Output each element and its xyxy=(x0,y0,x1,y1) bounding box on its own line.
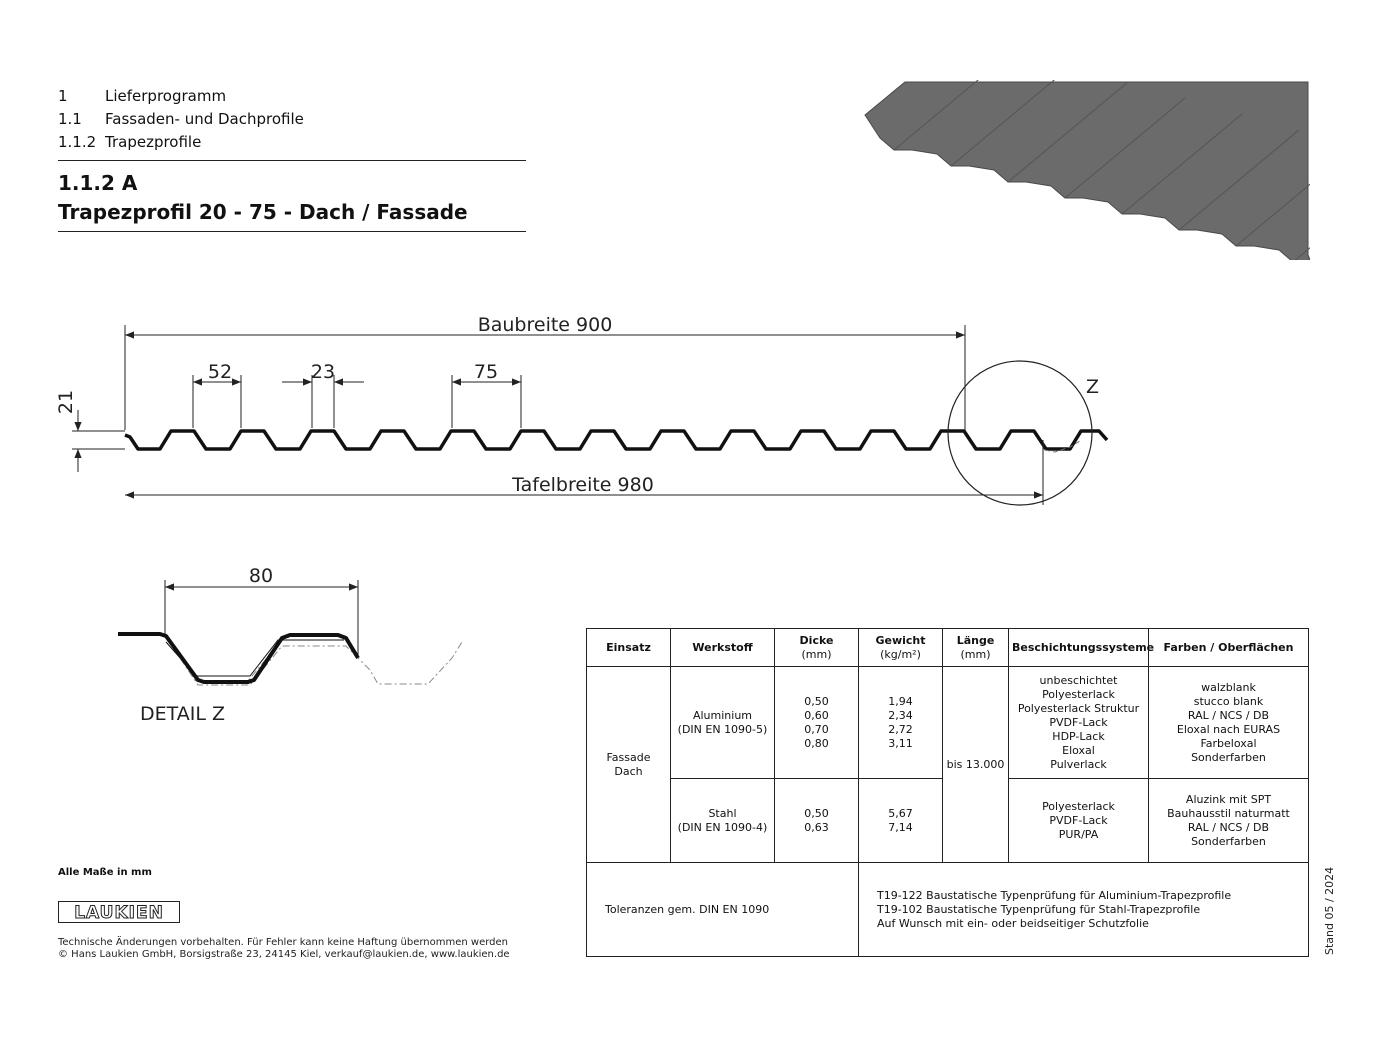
table-header: Länge (mm) xyxy=(943,629,1009,667)
beschichtung-cell: Polyesterlack PVDF-Lack PUR/PA xyxy=(1009,779,1149,863)
laenge-cell: bis 13.000 xyxy=(943,667,1009,863)
table-row xyxy=(587,863,1309,957)
detail-z-marker: Z xyxy=(1086,376,1100,398)
divider xyxy=(58,160,526,161)
nav-label: Trapezprofile xyxy=(105,133,202,151)
table-row xyxy=(587,667,1309,779)
dim-21-label: 21 xyxy=(55,389,77,415)
svg-text:LAUKIEN: LAUKIEN xyxy=(74,903,164,923)
profile-sheet-shape xyxy=(865,82,1310,260)
baubreite-label: Baubreite 900 xyxy=(477,314,613,336)
page-title: Trapezprofil 20 - 75 - Dach / Fassade xyxy=(58,200,468,224)
table-header: Werkstoff xyxy=(671,629,775,667)
profile-3d-illustration xyxy=(860,80,1310,260)
dim-75-label: 75 xyxy=(473,361,499,383)
laukien-logo xyxy=(58,901,180,923)
units-note: Alle Maße in mm xyxy=(58,867,152,878)
nav-label: Lieferprogramm xyxy=(105,87,227,105)
stand-date: Stand 05 / 2024 xyxy=(1323,866,1336,955)
nav-number: 1 xyxy=(58,87,68,105)
gewicht-cell: 5,67 7,14 xyxy=(859,779,943,863)
nav-number: 1.1.2 xyxy=(58,133,97,151)
disclaimer: Technische Änderungen vorbehalten. Für Fehler kann keine Haftung übernommen werden xyxy=(58,937,509,948)
profile-cross-section xyxy=(125,431,1107,449)
notes-cell: T19-122 Baustatische Typenprüfung für Aluminium-Trapezprofile T19-102 Baustatische Typenprüfung für Stahl-Trapezprofile Auf Wunsch mit ein- oder beidseitiger Schutzfolie xyxy=(859,863,1309,957)
cross-section-drawing xyxy=(50,300,1110,530)
nav-item xyxy=(58,132,201,152)
werkstoff-cell: Stahl (DIN EN 1090-4) xyxy=(671,779,775,863)
divider xyxy=(58,231,526,232)
table-header: Farben / Oberflächen xyxy=(1149,629,1309,667)
farben-cell: Aluzink mit SPT Bauhausstil naturmatt RAL / NCS / DB Sonderfarben xyxy=(1149,779,1309,863)
dim-80-label: 80 xyxy=(248,565,274,587)
nav-item xyxy=(58,86,226,106)
table-header: Einsatz xyxy=(587,629,671,667)
company-address: © Hans Laukien GmbH, Borsigstraße 23, 24145 Kiel, verkauf@laukien.de, www.laukien.de xyxy=(58,949,510,960)
nav-item xyxy=(58,109,304,129)
detail-main-sheet xyxy=(118,634,358,682)
detail-z-title: DETAIL Z xyxy=(140,703,226,725)
table-header: Dicke (mm) xyxy=(775,629,859,667)
spec-table xyxy=(586,628,1309,957)
page-code: 1.1.2 A xyxy=(58,171,138,195)
farben-cell: walzblank stucco blank RAL / NCS / DB Eloxal nach EURAS Farbeloxal Sonderfarben xyxy=(1149,667,1309,779)
gewicht-cell: 1,94 2,34 2,72 3,11 xyxy=(859,667,943,779)
beschichtung-cell: unbeschichtet Polyesterlack Polyesterlack Struktur PVDF-Lack HDP-Lack Eloxal Pulverlack xyxy=(1009,667,1149,779)
dim-23-label: 23 xyxy=(310,361,336,383)
nav-number: 1.1 xyxy=(58,110,82,128)
dim-52-label: 52 xyxy=(207,361,233,383)
table-header: Gewicht (kg/m²) xyxy=(859,629,943,667)
detail-z-circle xyxy=(948,361,1092,505)
detail-z-drawing xyxy=(110,560,480,730)
dicke-cell: 0,50 0,60 0,70 0,80 xyxy=(775,667,859,779)
nav-label: Fassaden- und Dachprofile xyxy=(105,110,304,128)
table-header: Beschichtungssysteme xyxy=(1009,629,1149,667)
detail-lower-sheet xyxy=(172,642,462,685)
table-header-row xyxy=(587,629,1309,667)
einsatz-cell: Fassade Dach xyxy=(587,667,671,863)
werkstoff-cell: Aluminium (DIN EN 1090-5) xyxy=(671,667,775,779)
tafelbreite-label: Tafelbreite 980 xyxy=(512,474,654,496)
toleranzen-cell: Toleranzen gem. DIN EN 1090 xyxy=(587,863,859,957)
dicke-cell: 0,50 0,63 xyxy=(775,779,859,863)
